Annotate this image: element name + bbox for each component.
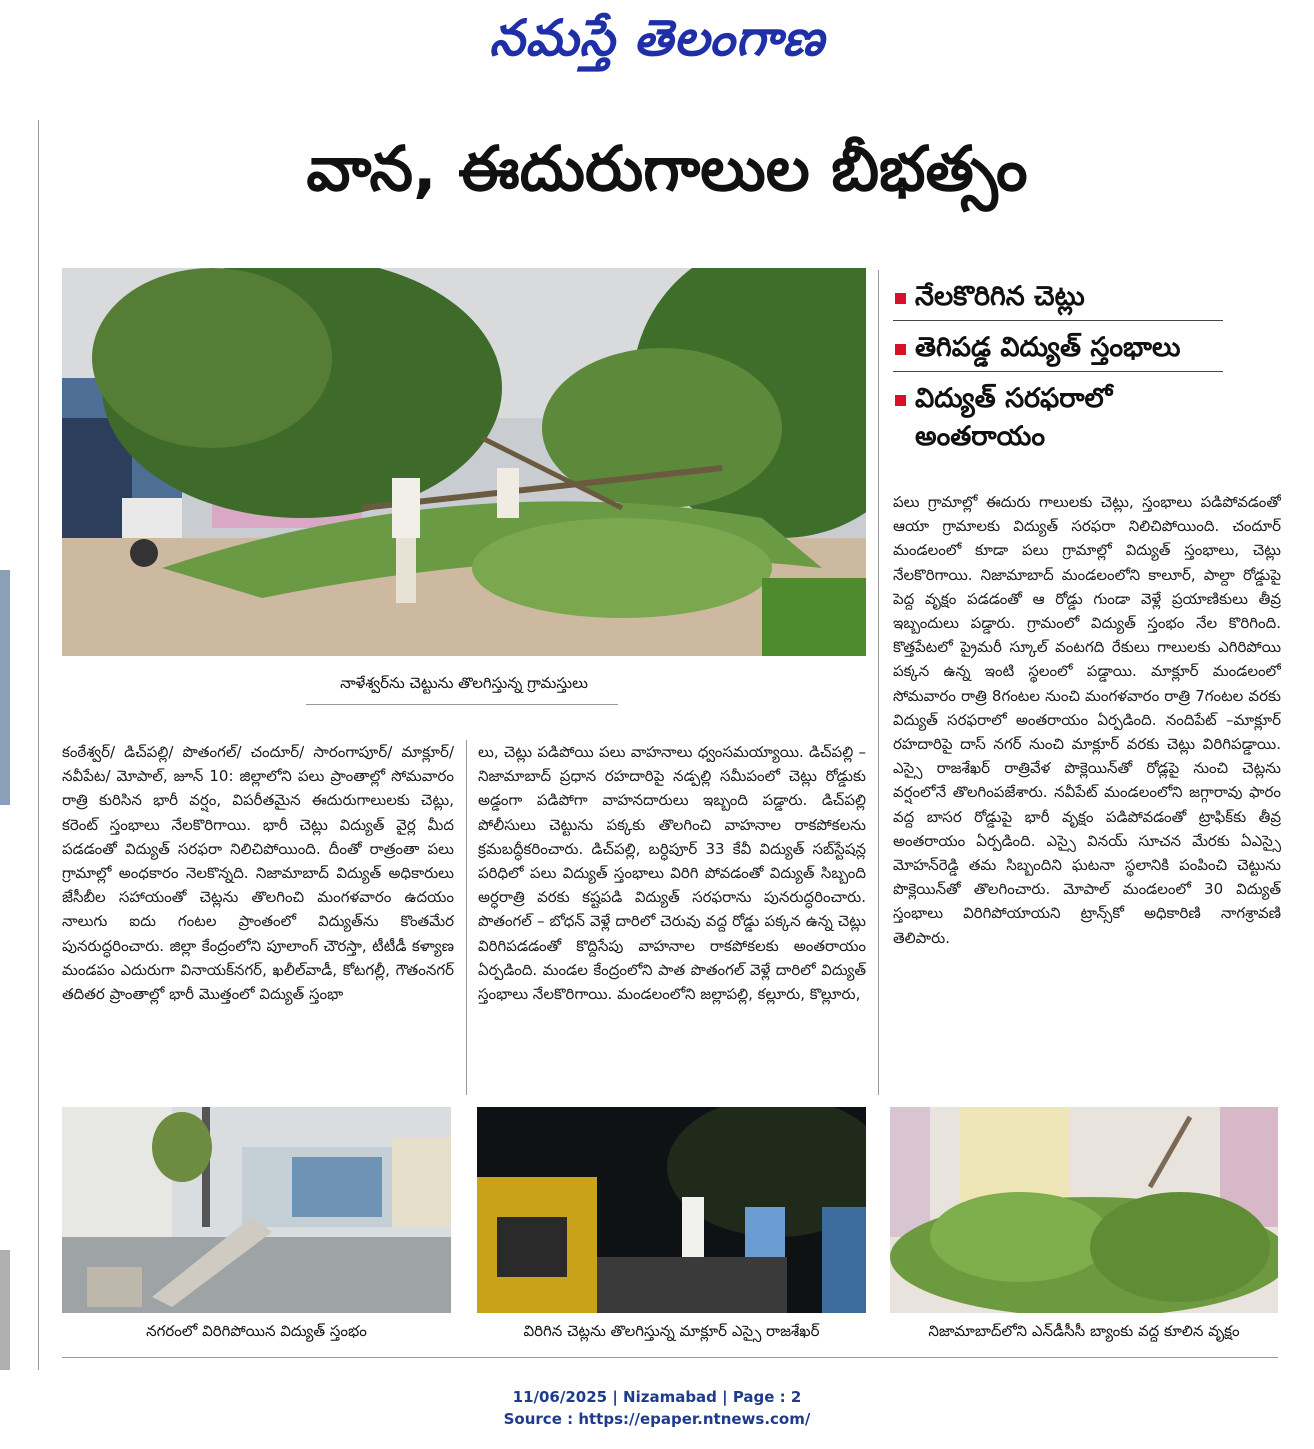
main-photo-image (62, 268, 866, 656)
article-bottom-rule (62, 1357, 1278, 1358)
key-point: నేలకొరిగిన చెట్లు (893, 278, 1223, 321)
caption-underline (306, 704, 618, 705)
photo2-caption: నగరంలో విరిగిపోయిన విద్యుత్ స్తంభం (146, 1322, 367, 1340)
photo-broken-pole-image (62, 1107, 451, 1313)
adjacent-article-strip (0, 120, 14, 1380)
adjacent-photo-fragment (0, 570, 10, 805)
article-left-border (38, 120, 39, 1370)
main-photo-caption: నాళేశ్వర్‌ను చెట్టును తొలగిస్తున్న గ్రామస్తులు (340, 674, 588, 692)
key-points (893, 278, 1223, 468)
headline (62, 132, 1272, 232)
key-point: తెగిపడ్డ విద్యుత్ స్తంభాలు (893, 329, 1223, 372)
adjacent-photo-fragment (0, 1250, 10, 1370)
photo-night-clearing (477, 1107, 866, 1313)
column-rule (466, 740, 467, 1095)
photo4-caption: నిజామాబాద్‌లోని ఎన్‌డీసీసీ బ్యాంకు వద్ద కూలిన వృక్షం (928, 1322, 1240, 1340)
footer-source-line: Source : https://epaper.ntnews.com/ (503, 1410, 811, 1428)
photo3-caption: విరిగిన చెట్లను తొలగిస్తున్న మాక్లూర్ ఎస్సై రాజశేఖర్ (523, 1322, 820, 1340)
body-column-2: లు, చెట్లు పడిపోయి పలు వాహనాలు ధ్వంసమయ్యాయి. డిచ్‌పల్లి – నిజామాబాద్ ప్రధాన రహదారిపై నడ్పల్లి సమీపంలో చెట్లు రోడ్డుకు అడ్డంగా పడిపోగా వాహనదారులు ఇబ్బంది పడ్డారు. డిచ్‌పల్లి పోలీసులు చెట్టును పక్కకు తొలగించి వాహనాల రాకపోకలను క్రమబద్ధీకరించారు. డిచ్‌పల్లి, బర్ధిపూర్ 33 కేవీ విద్యుత్ సబ్‌స్టేషన్ల పరిధిలో పలు విద్యుత్ స్తంభాలు విరిగి పోవడంతో విద్యుత్ సిబ్బంది అర్ధరాత్రి వరకు కష్టపడి విద్యుత్ సరఫరాను పునరుద్ధరించారు. పొతంగల్ – బోధన్ వెళ్లే దారిలో చెరువు వద్ద రోడ్డు పక్కన ఉన్న చెట్లు విరిగిపడడంతో కొద్దిసేపు వాహనాల రాకపోకలకు అంతరాయం ఏర్పడింది. మండల కేంద్రంలోని పాత పొతంగల్ వెళ్లే దారిలో విద్యుత్ స్తంభాలు నేలకొరిగాయి. మండలంలోని జల్లాపల్లి, కల్లూరు, కొల్లూరు, (478, 743, 866, 1004)
headline-text: వాన, ఈదురుగాలుల బీభత్సం (306, 132, 1028, 205)
main-photo (62, 268, 866, 656)
photo-night-clearing-image (477, 1107, 866, 1313)
newspaper-masthead (0, 8, 1314, 78)
bullet-icon (895, 344, 906, 355)
body-column-3: పలు గ్రామాల్లో ఈదురు గాలులకు చెట్లు, స్తంభాలు పడిపోవడంతో ఆయా గ్రామాలకు విద్యుత్ సరఫరా నిలిచిపోయింది. చందూర్ మండలంలో కూడా పలు గ్రామాల్లో విద్యుత్ స్తంభాలు, చెట్లు నేలకొరిగాయి. నిజామాబాద్ మండలంలోని కాలూర్, పాల్దా రోడ్డుపై పెద్ద వృక్షం పడడంతో ఆ రోడ్డు గుండా వెళ్లే ప్రయాణికులు తీవ్ర ఇబ్బందులు పడ్డారు. గ్రామంలో విద్యుత్ స్తంభం నేల కొరిగింది. కొత్తపేటలో ప్రైమరీ స్కూల్ వంటగది రేకులు గాలులకు ఎగిరిపోయి పక్కన ఉన్న ఇంటి స్థలంలో పడ్డాయి. మాక్లూర్ మండలంలో సోమవారం రాత్రి 8గంటల నుంచి మంగళవారం రాత్రి 7గంటల వరకు విద్యుత్ సరఫరాలో అంతరాయం ఏర్పడింది. నందిపేట్ –మాక్లూర్ రహదారిపై దాస్ నగర్ నుంచి మాక్లూర్ వరకు చెట్లు విరిగిపడ్డాయి. ఎస్సై రాజశేఖర్ రాత్రివేళ పొక్లెయిన్‌తో రోడ్లపై నుంచి చెట్లను వర్షంలోనే తొలగింపజేశారు. నవీపేట్ మండలంలోని జగ్గారావు ఫారం వద్ద బాసర రోడ్డుపై భారీ వృక్షం పడిపోవడంతో ట్రాఫిక్‌కు తీవ్ర అంతరాయం ఏర్పడింది. ఎస్సై వినయ్ సూచన మేరకు ఏఎస్సై మోహన్‌రెడ్డి తమ సిబ్బందిని ఘటనా స్థలానికి పంపించి చెట్టును పొక్లెయిన్‌తో తొలగించారు. మోపాల్ మండలంలో 30 విద్యుత్ స్తంభాలు విరిగిపోయాయని ట్రాన్స్‌కో అధికారిణి నాగశ్రావణి తెలిపారు. (893, 493, 1281, 947)
bullet-icon (895, 395, 906, 406)
body-column-1: కంఠేశ్వర్/ డిచ్‌పల్లి/ పొతంగల్/ చందూర్/ సారంగాపూర్/ మాక్లూర్/ నవీపేట/ మోపాల్, జూన్ 10: జిల్లాలోని పలు ప్రాంతాల్లో సోమవారం రాత్రి కురిసిన భారీ వర్షం, విపరీతమైన ఈదురుగాలులకు చెట్లు, కరెంట్ స్తంభాలు నేలకొరిగాయి. భారీ చెట్లు విద్యుత్ వైర్ల మీద పడడంతో విద్యుత్ సరఫరా నిలిచిపోయింది. దీంతో రాత్రంతా పలు గ్రామాల్లో అంధకారం నెలకొన్నది. నిజామాబాద్ విద్యుత్ అధికారులు జేసీబీల సహాయంతో చెట్లను తొలగించి మంగళవారం ఉదయం నాలుగు ఐదు గంటల ప్రాంతంలో విద్యుత్‌ను కొంతమేర పునరుద్ధరించారు. జిల్లా కేంద్రంలోని పూలాంగ్ చౌరస్తా, టీటీడీ కళ్యాణ మండపం ఎదురుగా వినాయక్‌నగర్, ఖలీల్‌వాడీ, కోటగల్లీ, గౌతంనగర్ తదితర ప్రాంతాల్లో భారీ మొత్తంలో విద్యుత్ స్తంభా (62, 743, 454, 1004)
bullet-icon (895, 293, 906, 304)
photo-broken-pole (62, 1107, 451, 1313)
footer-date-line: 11/06/2025 | Nizamabad | Page : 2 (512, 1388, 802, 1406)
photo-fallen-tree-image (890, 1107, 1278, 1313)
column-rule (878, 270, 879, 1095)
photo-fallen-tree (890, 1107, 1278, 1313)
key-point: విద్యుత్ సరఫరాలో అంతరాయం (893, 380, 1223, 460)
masthead-title: నమస్తే తెలంగాణ (489, 8, 825, 67)
